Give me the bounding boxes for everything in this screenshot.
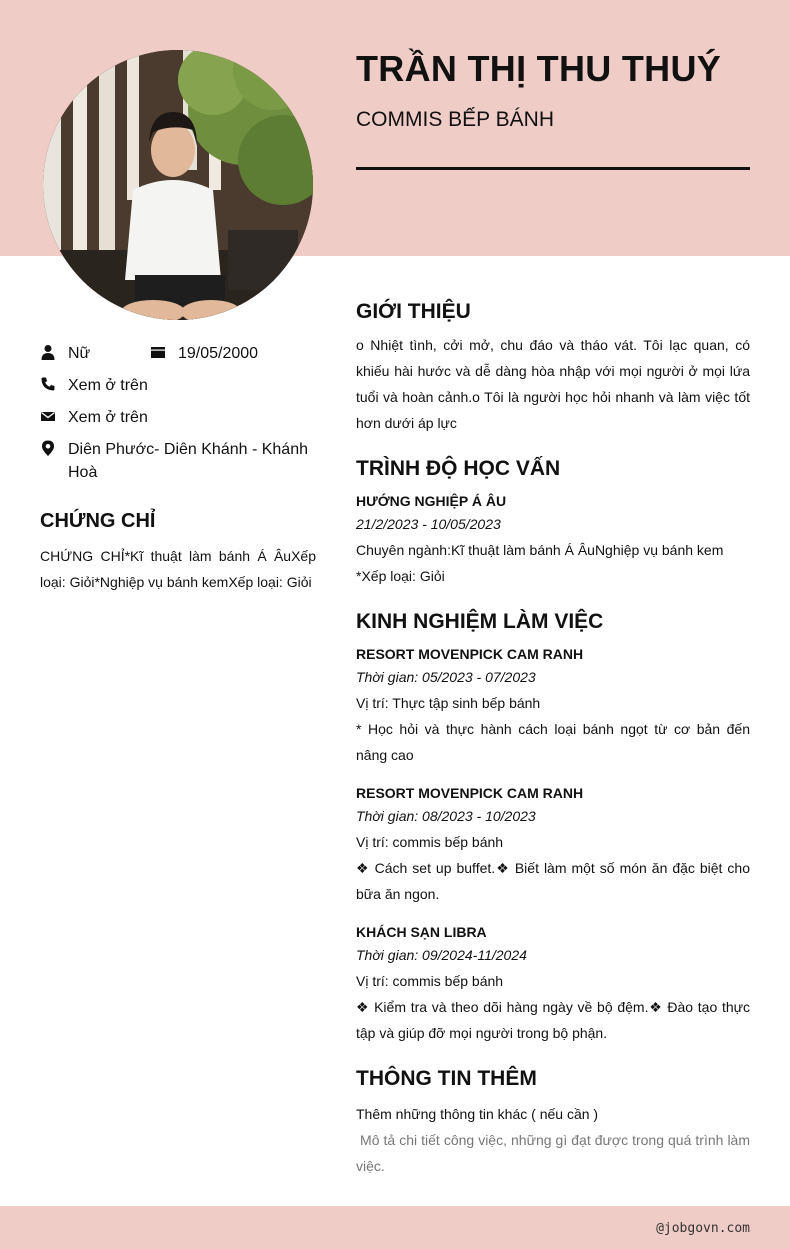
job-company: RESORT MOVENPICK CAM RANH [356, 646, 584, 662]
email-icon [40, 408, 56, 424]
contact-birthday [150, 342, 258, 365]
certificates-text: CHỨNG CHỈ*Kĩ thuật làm bánh Á ÂuXếp loại: Giỏi*Nghiệp vụ bánh kemXếp loại: Giỏi [40, 548, 316, 590]
education-heading: TRÌNH ĐỘ HỌC VẤN [356, 457, 561, 480]
more-info-heading: THÔNG TIN THÊM [356, 1067, 537, 1090]
email-value: Xem ở trên [68, 409, 148, 426]
contact-phone [40, 374, 148, 397]
contact-gender [40, 342, 90, 365]
intro-text: o Nhiệt tình, cởi mở, chu đáo và tháo vát. Tôi lạc quan, có khiếu hài hước và dễ dàng hòa nhập với mọi người ở mọi lứa tuổi và hoàn cảnh.o Tôi là người học hỏi nhanh và làm việc tốt hơn dưới áp lực [356, 337, 750, 431]
education-detail: Chuyên ngành:Kĩ thuật làm bánh Á ÂuNghiệp vụ bánh kem *Xếp loại: Giỏi [356, 542, 724, 584]
more-info-hint: Mô tả chi tiết công việc, những gì đạt được trong quá trình làm việc. [356, 1132, 754, 1174]
gender-value: Nữ [68, 345, 91, 362]
user-icon [40, 344, 56, 360]
job-period: Thời gian: 09/2024-11/2024 [356, 947, 527, 963]
intro-heading: GIỚI THIỆU [356, 300, 471, 323]
education-period: 21/2/2023 - 10/05/2023 [356, 516, 501, 532]
phone-icon [40, 376, 56, 392]
location-icon [40, 440, 56, 456]
certificates-heading: CHỨNG CHỈ [40, 510, 156, 532]
header-divider [356, 167, 750, 170]
job-period: Thời gian: 08/2023 - 10/2023 [356, 808, 536, 824]
address-value: Diên Phước- Diên Khánh - Khánh Hoà [68, 441, 308, 481]
candidate-name: TRẦN THỊ THU THUÝ [356, 48, 722, 89]
calendar-icon [150, 344, 166, 360]
job-description: * Học hỏi và thực hành cách loại bánh ngọt từ cơ bản đến nâng cao [356, 721, 750, 763]
job-company: RESORT MOVENPICK CAM RANH [356, 785, 584, 801]
watermark: @jobgovn.com [656, 1221, 750, 1236]
job-position: Vị trí: commis bếp bánh [356, 973, 504, 989]
profile-photo [43, 50, 313, 320]
job-description: ❖ Kiểm tra và theo dõi hàng ngày về bộ đệm.❖ Đào tạo thực tập và giúp đỡ mọi người trong bộ phận. [356, 999, 750, 1041]
job-period: Thời gian: 05/2023 - 07/2023 [356, 669, 536, 685]
candidate-role: COMMIS BẾP BÁNH [356, 108, 554, 131]
job-description: ❖ Cách set up buffet.❖ Biết làm một số món ăn đặc biệt cho bữa ăn ngon. [356, 860, 750, 902]
job-position: Vị trí: commis bếp bánh [356, 834, 504, 850]
more-info-line: Thêm những thông tin khác ( nếu cần ) [356, 1106, 599, 1122]
phone-value: Xem ở trên [68, 377, 148, 394]
job-company: KHÁCH SẠN LIBRA [356, 924, 487, 940]
contact-address [40, 438, 316, 484]
birthday-value: 19/05/2000 [178, 345, 259, 362]
job-position: Vị trí: Thực tập sinh bếp bánh [356, 695, 541, 711]
contact-email [40, 406, 148, 429]
experience-heading: KINH NGHIỆM LÀM VIỆC [356, 610, 604, 633]
education-school: HƯỚNG NGHIỆP Á ÂU [356, 493, 507, 509]
